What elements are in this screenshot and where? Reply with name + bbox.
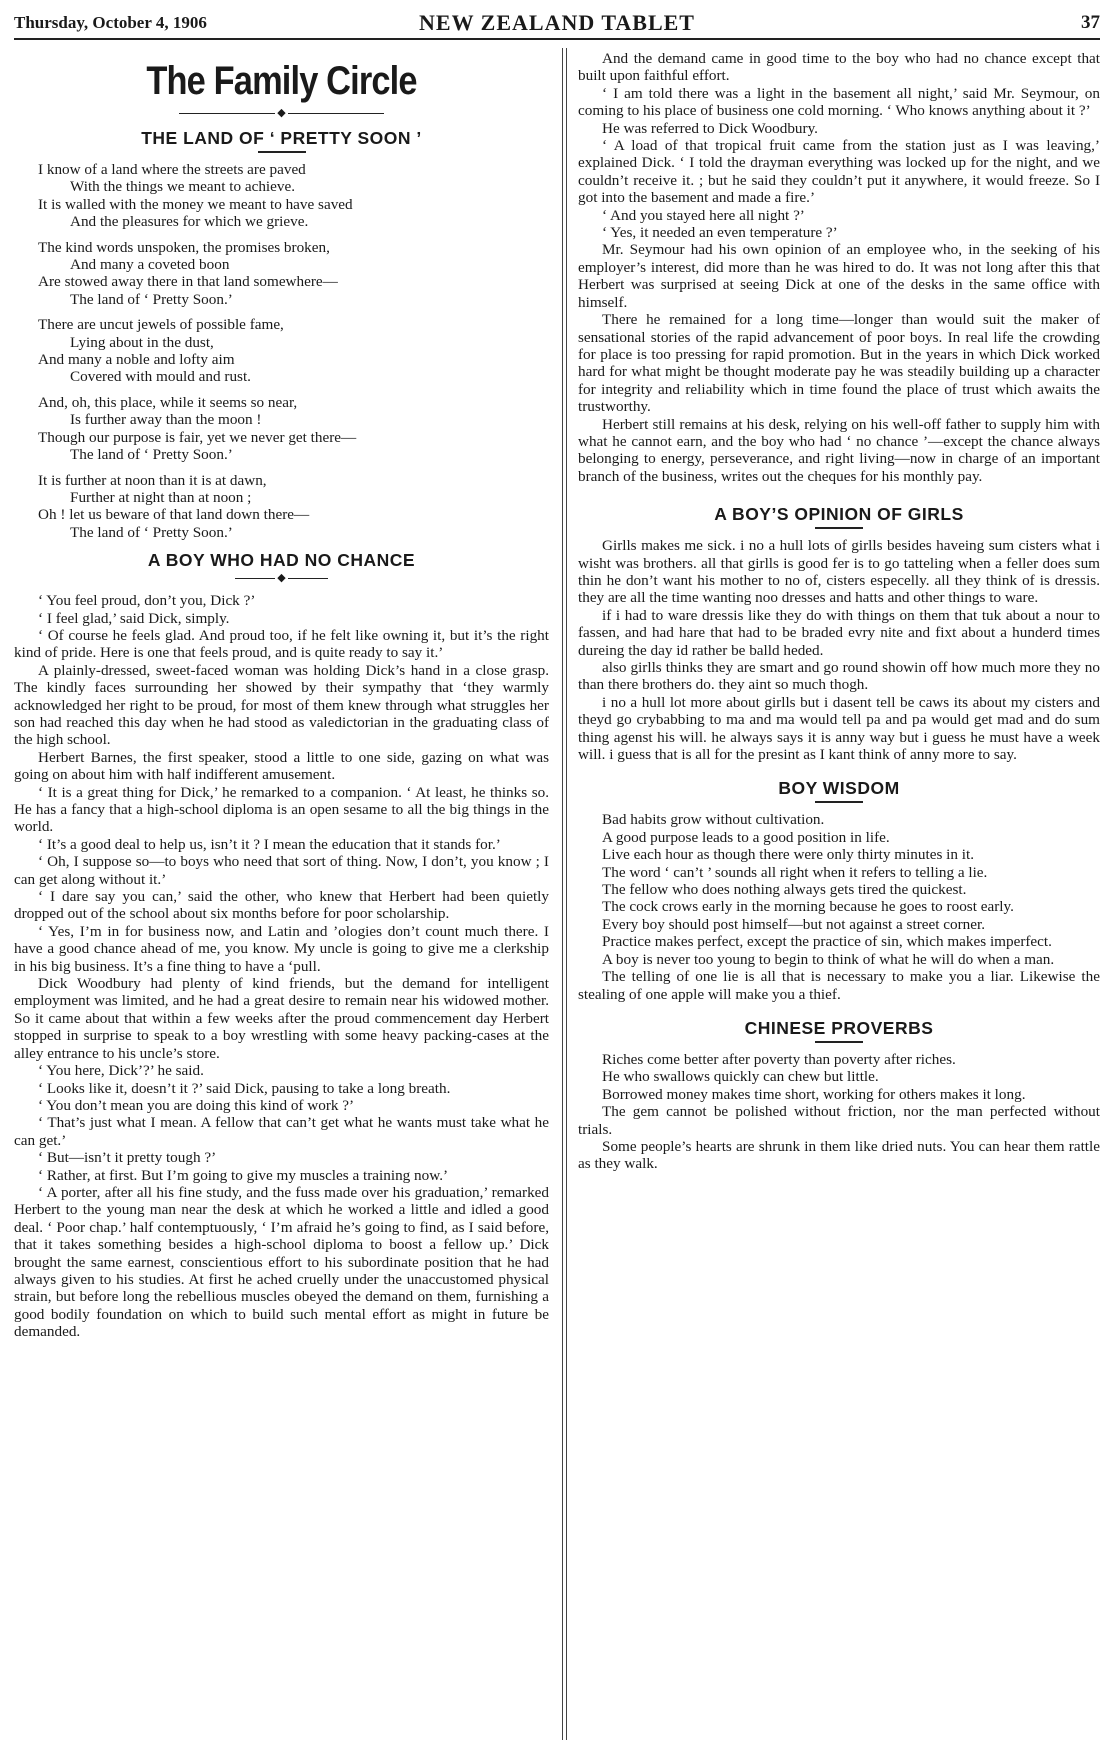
chinese-proverbs-title: CHINESE PROVERBS (744, 1017, 934, 1038)
poem-line: And many a coveted boon (70, 256, 230, 274)
story-boy-no-chance (14, 549, 549, 1340)
family-circle-title: The Family Circle (146, 59, 417, 103)
poem-line: The land of ‘ Pretty Soon.’ (70, 446, 233, 464)
poem-line: Oh ! let us beware of that land down there— (38, 506, 310, 524)
poem-line: I know of a land where the streets are paved (38, 161, 306, 178)
story-paragraph: ‘ It is a great thing for Dick,’ he remarked to a companion. ‘ At least, he thinks so. He has a fancy that a high-school diploma is an open sesame to all the big things in the world. (14, 783, 549, 836)
poem-line: Are stowed away there in that land somewhere— (38, 273, 338, 291)
proverb: He who swallows quickly can chew but little. (602, 1068, 879, 1086)
poem-line: The kind words unspoken, the promises broken, (38, 238, 330, 256)
poem-stanza (14, 239, 549, 309)
issue-date: Thursday, October 4, 1906 (14, 13, 207, 32)
boys-opinion-title: A BOY’S OPINION OF GIRLS (714, 504, 964, 525)
story-paragraph: ‘ I feel glad,’ said Dick, simply. (38, 609, 230, 627)
story-paragraph: ‘ A load of that tropical fruit came from the station just as I was leaving,’ explained Dick. ‘ I told the drayman everything was locked up for the night, and we couldn’t receive it. ; but he said they couldn’t put it anywhere, it would freeze. So I got into the basement and made a fire.’ (578, 137, 1100, 207)
heading-rule (815, 801, 863, 803)
poem-line: And the pleasures for which we grieve. (70, 213, 309, 231)
opinion-paragraph: i no a hull lot more about girlls but i dasent tell be caws its about my cisters and theyd go crybabbing to ma and ma would tell pa and pa would get mad and do sum thing agenst his will. he always says it is anny way but i guess he must have a week will. i guess that is all for the presint as I kant think of anny more to say. (578, 693, 1100, 764)
left-column (14, 50, 549, 1740)
wisdom-saying: A boy is never too young to begin to think of what he will do when a man. (602, 950, 1055, 968)
proverb: The gem cannot be polished without friction, nor the man perfected without trials. (578, 1103, 1100, 1138)
story-paragraph: ‘ You feel proud, don’t you, Dick ?’ (38, 592, 256, 610)
wisdom-saying: The fellow who does nothing always gets tired the quickest. (602, 881, 967, 899)
story-paragraph: Herbert still remains at his desk, relying on his well-off father to supply him with what he cannot earn, and the boy who had ‘ no chance ’—except the chance always belonging to energy, perseverance, and right living—now in charge of an important branch of the business, writes out the cheques for his monthly pay. (578, 415, 1100, 485)
story-paragraph: ‘ A porter, after all his fine study, and the fuss made over his graduation,’ remarked Herbert to the young man near the desk at which he worked a little and idled a good deal. ‘ Poor chap.’ half contemptuously, ‘ I’m afraid he’s going to find, as I said before, that it takes something besides a high-school diploma to boost a fellow up.’ Dick brought the same earnest, conscientious effort to his subordinate position that he had always given to his studies. At first he ached cruelly under the unaccustomed physical strain, but before long the rebellious muscles obeyed the demand on them, furnishing a good bodily foundation on which to build such mental effort as might in future be demanded. (14, 1183, 549, 1341)
diamond-ornament-icon: ◆ (277, 107, 286, 119)
wisdom-saying: The cock crows early in the morning because he goes to roost early. (602, 898, 1014, 916)
poem-body (14, 161, 549, 541)
article-boys-opinion (578, 503, 1100, 763)
poem-line: The land of ‘ Pretty Soon.’ (70, 290, 233, 308)
story-paragraph: A plainly-dressed, sweet-faced woman was holding Dick’s hand in a close grasp. The kindly faces surrounding her showed by their sympathy that ‘they warmly acknowledged her right to be proud, for most of them knew through what struggles her son had reached this day when he had stood as valedictorian in the graduating class of the high school. (14, 661, 549, 749)
story-paragraph: There he remained for a long time—longer than would suit the maker of sensational stories of the rapid advancement of poor boys. In real life the crowding for place is too pressing for rapid promotion. But in the years in which Dick worked hard for what might be thought moderate pay he was steadily building up a character for integrity and reliability which in time found the place of trust which awaits the trustworthy. (578, 311, 1100, 416)
story-paragraph: ‘ It’s a good deal to help us, isn’t it ? I mean the education that it stands for.’ (38, 835, 501, 853)
proverb: Borrowed money makes time short, working for others makes it long. (602, 1085, 1026, 1103)
story-paragraph: Herbert Barnes, the first speaker, stood a little to one side, gazing on what was going on about him with half indifferent amusement. (14, 748, 549, 784)
poem-line: Covered with mould and rust. (70, 368, 251, 386)
story-paragraph: Mr. Seymour had his own opinion of an employee who, in the seeking of his employer’s interest, did more than he was hired to do. It was not long after this that Herbert was surprised at seeing Dick at one of the desks in the same office with himself. (578, 241, 1100, 311)
column-divider (562, 48, 563, 1740)
article-boy-wisdom (578, 777, 1100, 1002)
poem-stanza (14, 472, 549, 542)
heading-ornament (14, 573, 549, 584)
story-paragraph: ‘ Rather, at first. But I’m going to give my muscles a training now.’ (38, 1166, 449, 1184)
right-column (578, 50, 1100, 1740)
poem-line: Further at night than at noon ; (70, 488, 252, 506)
wisdom-saying: Practice makes perfect, except the practice of sin, which makes imperfect. (602, 933, 1052, 951)
opinion-paragraph: if i had to ware dressis like they do with things on them that tuk about a nour to fassen, and had hare that had to be braded evry nite and fixt about a hunderd times dureing the day id rather be balld heded. (578, 606, 1100, 659)
wisdom-saying: A good purpose leads to a good position in life. (602, 828, 890, 846)
story-paragraph: ‘ I am told there was a light in the basement all night,’ said Mr. Seymour, on coming to his place of business one cold morning. ‘ Who knows anything about it ?’ (578, 84, 1100, 120)
story-paragraph: ‘ That’s just what I mean. A fellow that can’t get what he wants must take what he can get.’ (14, 1114, 549, 1149)
story-paragraph: ‘ And you stayed here all night ?’ (602, 206, 805, 224)
poem-land-of-pretty-soon (14, 127, 549, 541)
poem-line: It is further at noon than it is at dawn, (38, 471, 267, 489)
story-body-part-1 (14, 592, 549, 1340)
paper-title: NEW ZEALAND TABLET (419, 10, 695, 35)
heading-rule (258, 151, 306, 153)
heading-rule (815, 527, 863, 529)
poem-line: Lying about in the dust, (70, 333, 214, 351)
poem-line: And, oh, this place, while it seems so near, (38, 393, 298, 411)
story-paragraph: ‘ Oh, I suppose so—to boys who need that sort of thing. Now, I don’t, you know ; I can get along without it.’ (14, 853, 549, 888)
story-title: A BOY WHO HAD NO CHANCE (147, 550, 416, 571)
poem-stanza (14, 316, 549, 386)
diamond-ornament-icon: ◆ (277, 572, 286, 585)
column-divider (566, 48, 567, 1740)
story-paragraph: ‘ I dare say you can,’ said the other, who knew that Herbert had been quietly dropped out of the school about six months before for poor scholarship. (14, 888, 549, 923)
poem-title: THE LAND OF ‘ PRETTY SOON ’ (141, 128, 422, 148)
wisdom-saying: Live each hour as though there were only thirty minutes in it. (602, 846, 974, 864)
chinese-proverbs-body (578, 1051, 1100, 1173)
poem-line: There are uncut jewels of possible fame, (38, 316, 284, 334)
heading-rule (815, 1041, 863, 1043)
opinion-paragraph: Girlls makes me sick. i no a hull lots of girlls besides haveing sum cisters what i wisht was brothers. all that girlls is good fer is to go tatteling when a feller does sum thin he don’t want his mother to no of, cisters especelly. all they think of is dressis. they are all the time wanting noo dresses and hatts and other things to ware. (578, 537, 1100, 607)
poem-line: Though our purpose is fair, yet we never get there— (38, 428, 357, 446)
story-paragraph: ‘ Yes, it needed an even temperature ?’ (602, 224, 838, 242)
story-paragraph: ‘ You don’t mean you are doing this kind of work ?’ (38, 1096, 355, 1114)
story-paragraph: ‘ Looks like it, doesn’t it ?’ said Dick, pausing to take a long breath. (38, 1079, 451, 1097)
proverb: Some people’s hearts are shrunk in them like dried nuts. You can hear them rattle as they walk. (578, 1137, 1100, 1173)
proverb: Riches come better after poverty than poverty after riches. (602, 1050, 956, 1068)
story-paragraph: ‘ Yes, I’m in for business now, and Latin and ’ologies don’t count much there. I have a good chance ahead of me, you know. My uncle is going to give me a clerkship in his big business. It’s a fine thing to have a ‘pull. (14, 922, 549, 975)
poem-line: Is further away than the moon ! (70, 411, 262, 429)
opinion-paragraph: also girlls thinks they are smart and go round showin off how much more they no than there brothers do. they aint so much thogh. (578, 659, 1100, 694)
story-paragraph: ‘ Of course he feels glad. And proud too, if he felt like owning it, but it’s the right kind of pride. Here is one that feels proud, and is quite ready to say it.’ (14, 626, 549, 662)
story-paragraph: ‘ You here, Dick’?’ he said. (38, 1062, 204, 1080)
masthead (14, 8, 1100, 40)
story-paragraph: He was referred to Dick Woodbury. (602, 119, 818, 137)
poem-line: With the things we meant to achieve. (70, 178, 296, 196)
story-body-part-2 (578, 50, 1100, 485)
story-paragraph: And the demand came in good time to the boy who had no chance except that built upon faithful effort. (578, 50, 1100, 85)
wisdom-saying: The telling of one lie is all that is necessary to make you a liar. Likewise the stealing of one apple will make you a thief. (578, 968, 1100, 1003)
wisdom-saying: Bad habits grow without cultivation. (602, 811, 825, 829)
wisdom-saying: The word ‘ can’t ’ sounds all right when it refers to telling a lie. (602, 863, 988, 881)
poem-line: And many a noble and lofty aim (38, 351, 235, 369)
poem-line: The land of ‘ Pretty Soon.’ (70, 523, 233, 541)
page-number: 37 (1081, 12, 1100, 33)
story-paragraph: ‘ But—isn’t it pretty tough ?’ (38, 1149, 217, 1167)
boys-opinion-body (578, 537, 1100, 763)
article-chinese-proverbs (578, 1017, 1100, 1173)
poem-stanza (14, 394, 549, 464)
boy-wisdom-body (578, 811, 1100, 1002)
poem-stanza (14, 161, 549, 231)
poem-line: It is walled with the money we meant to have saved (38, 195, 353, 213)
boy-wisdom-title: BOY WISDOM (778, 778, 900, 799)
story-paragraph: Dick Woodbury had plenty of kind friends, but the demand for intelligent employment was limited, and he had a great desire to remain near his widowed mother. So it came about that within a few weeks after the proud commencement day Herbert stopped in surprise to speak to a boy wrestling with some heavy packing-cases at the alley entrance to his uncle’s store. (14, 975, 549, 1062)
wisdom-saying: Every boy should post himself—but not against a street corner. (602, 915, 985, 933)
title-ornament (14, 108, 549, 119)
